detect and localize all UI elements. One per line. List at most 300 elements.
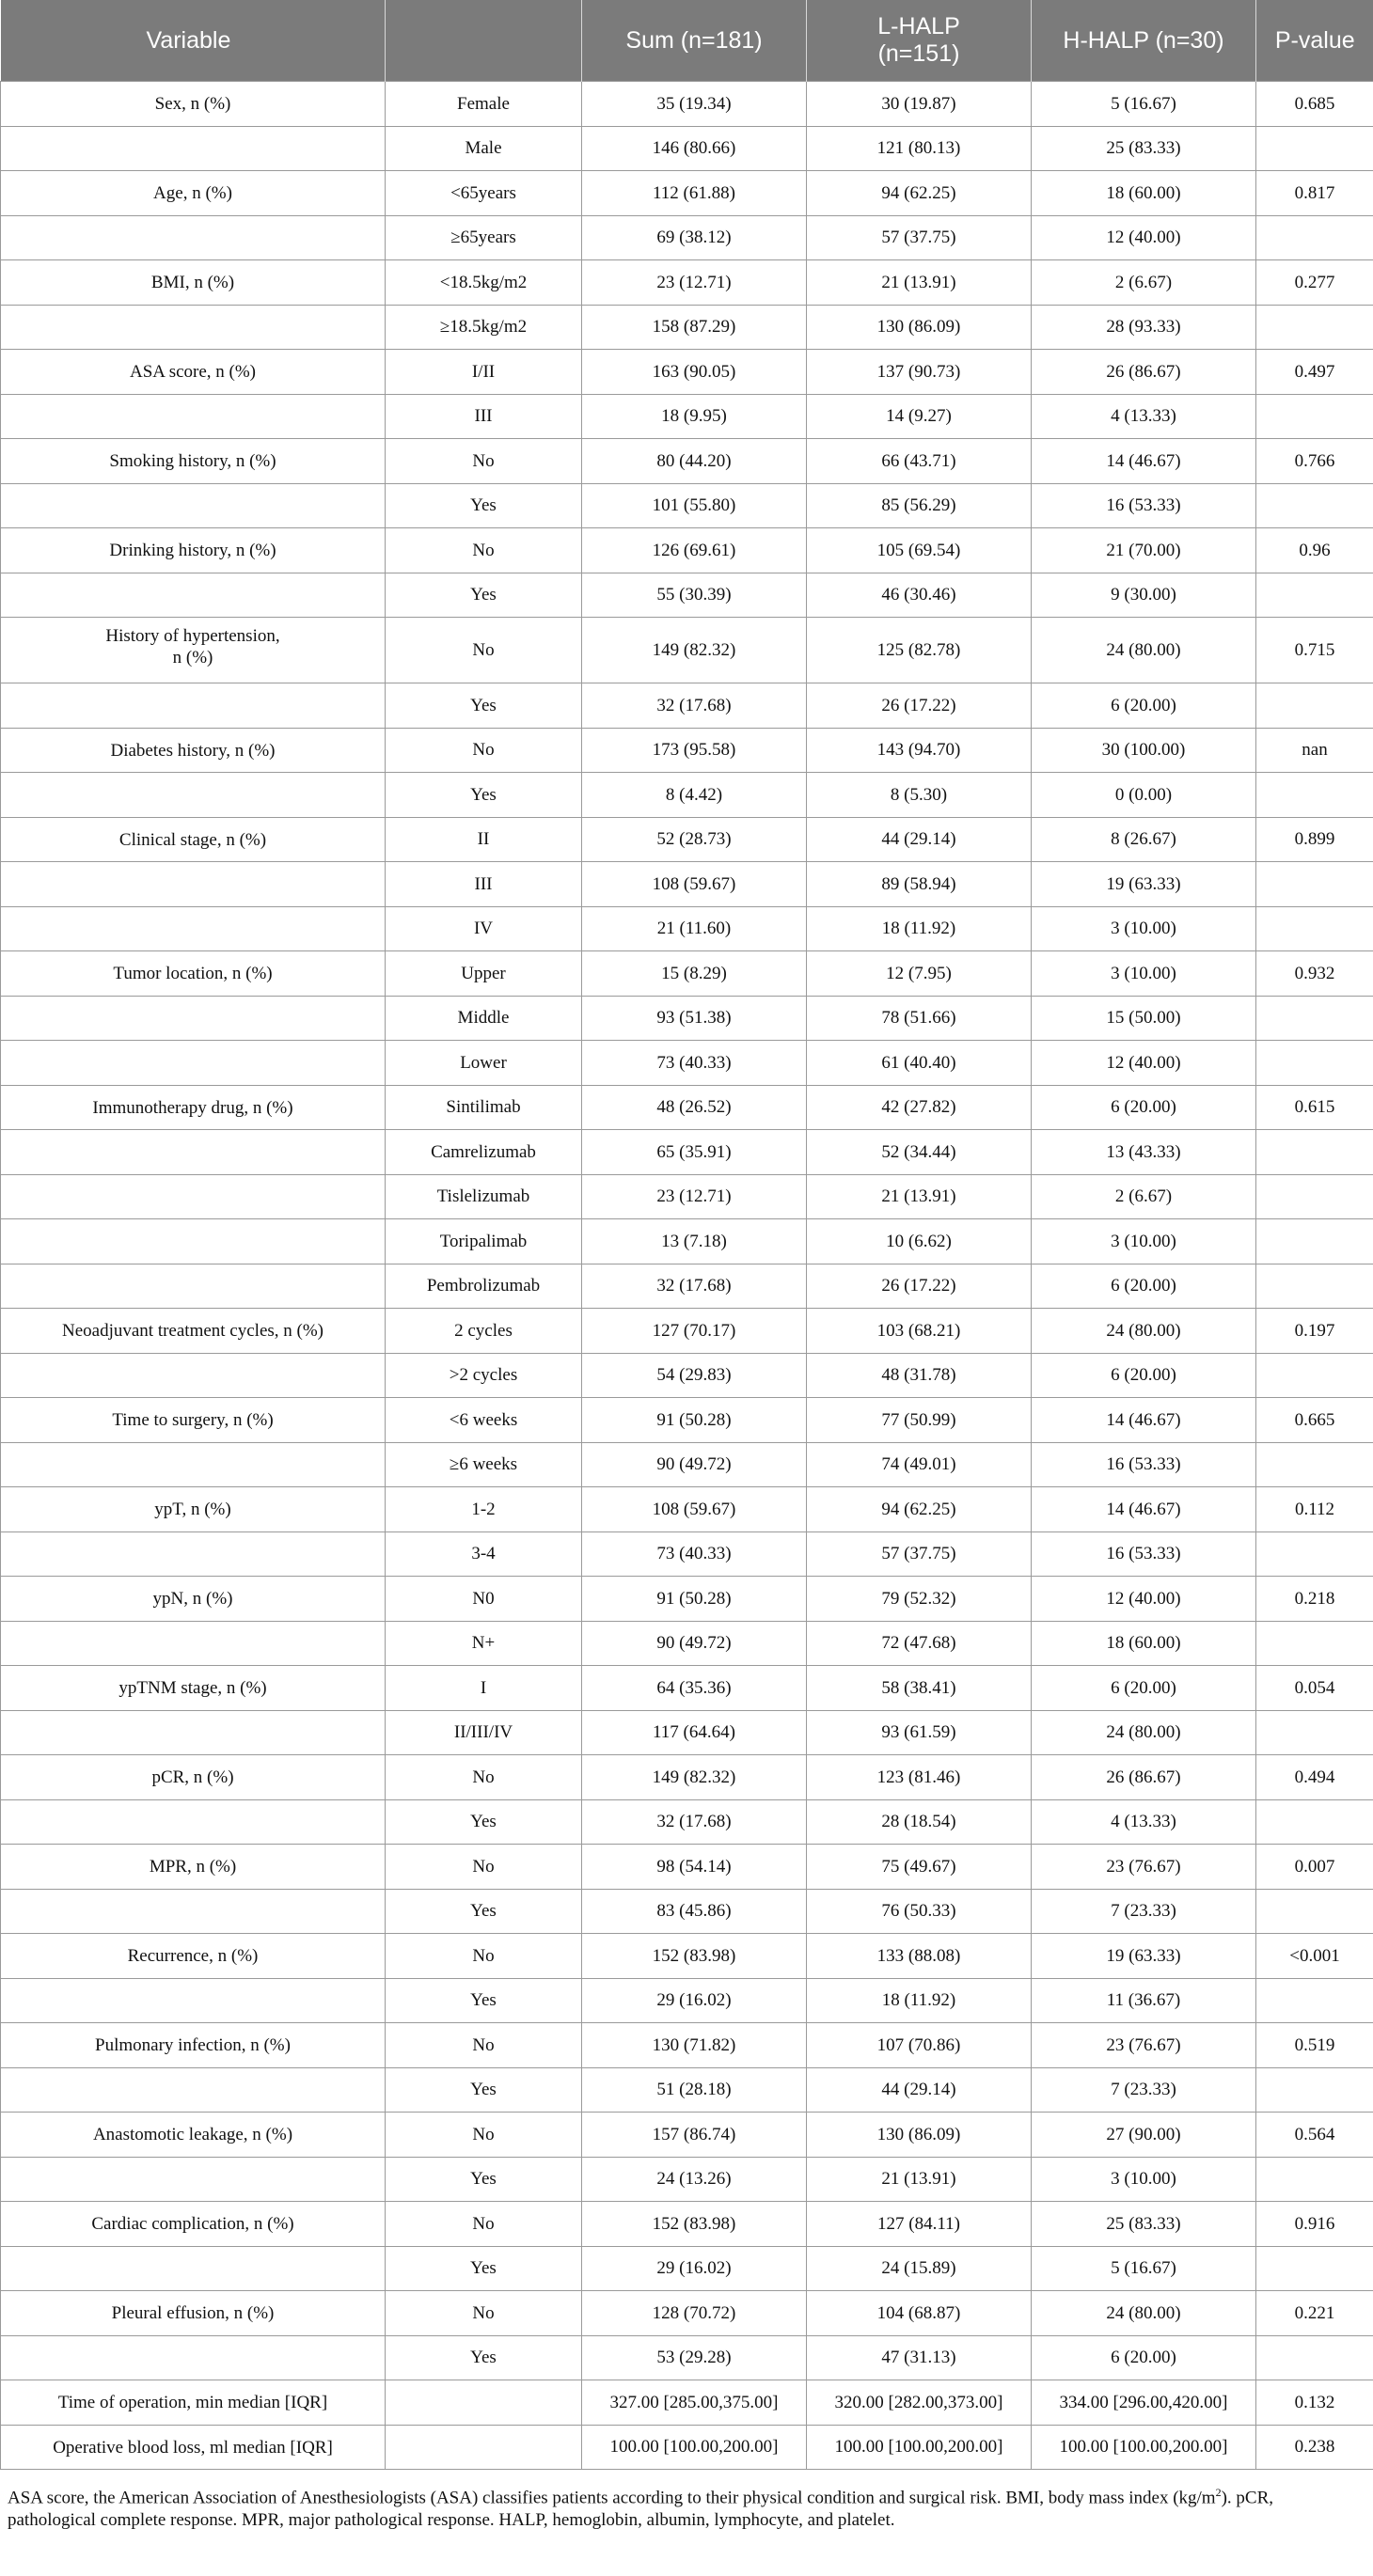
p-value-cell: 0.665 [1256, 1398, 1373, 1443]
table-row [1, 618, 1373, 683]
footnote-text-1: ASA score, the American Association of Anesthesiologists (ASA) classifies patients according to their physical condition and surgical risk. BMI, body mass index (kg/m [8, 2488, 1216, 2508]
sum-cell: 127 (70.17) [582, 1309, 807, 1354]
category-cell: III [386, 394, 582, 439]
variable-cell [1, 1799, 386, 1845]
variable-cell: ypTNM stage, n (%) [1, 1666, 386, 1711]
l-halp-cell: 57 (37.75) [807, 1531, 1032, 1577]
h-halp-cell: 6 (20.00) [1032, 1085, 1256, 1130]
l-halp-cell: 78 (51.66) [807, 996, 1032, 1041]
l-halp-cell: 79 (52.32) [807, 1577, 1032, 1622]
p-value-cell: 0.96 [1256, 528, 1373, 573]
variable-cell [1, 1041, 386, 1086]
variable-cell: Anastomotic leakage, n (%) [1, 2113, 386, 2158]
variable-cell: Time to surgery, n (%) [1, 1398, 386, 1443]
sum-cell: 65 (35.91) [582, 1130, 807, 1175]
table-body [1, 82, 1373, 2470]
h-halp-cell: 6 (20.00) [1032, 1264, 1256, 1309]
table-row [1, 2246, 1373, 2291]
p-value-cell [1256, 1889, 1373, 1934]
category-cell: Yes [386, 2246, 582, 2291]
category-cell: Yes [386, 1978, 582, 2023]
table-row [1, 1264, 1373, 1309]
sum-cell: 69 (38.12) [582, 215, 807, 260]
l-halp-cell: 26 (17.22) [807, 683, 1032, 729]
category-cell: No [386, 2113, 582, 2158]
sum-cell: 108 (59.67) [582, 862, 807, 907]
p-value-cell: 0.817 [1256, 171, 1373, 216]
variable-cell: Immunotherapy drug, n (%) [1, 1085, 386, 1130]
sum-cell: 53 (29.28) [582, 2335, 807, 2380]
table-row [1, 1442, 1373, 1487]
category-cell: II [386, 817, 582, 862]
p-value-cell: 0.715 [1256, 618, 1373, 683]
p-value-cell: 0.497 [1256, 350, 1373, 395]
l-halp-cell: 94 (62.25) [807, 1487, 1032, 1532]
sum-cell: 152 (83.98) [582, 1934, 807, 1979]
l-halp-cell: 130 (86.09) [807, 2113, 1032, 2158]
l-halp-cell: 58 (38.41) [807, 1666, 1032, 1711]
category-cell: N+ [386, 1621, 582, 1666]
footnote-superscript: 2 [1215, 2486, 1222, 2499]
header-row [1, 0, 1373, 82]
h-halp-cell: 26 (86.67) [1032, 1755, 1256, 1800]
sum-cell: 35 (19.34) [582, 82, 807, 127]
l-halp-cell: 143 (94.70) [807, 728, 1032, 773]
h-halp-cell: 16 (53.33) [1032, 1531, 1256, 1577]
p-value-cell [1256, 1041, 1373, 1086]
l-halp-cell: 137 (90.73) [807, 350, 1032, 395]
table-row [1, 951, 1373, 997]
p-value-cell [1256, 573, 1373, 618]
category-cell: Camrelizumab [386, 1130, 582, 1175]
sum-cell: 55 (30.39) [582, 573, 807, 618]
category-cell [386, 2425, 582, 2470]
p-value-cell [1256, 1799, 1373, 1845]
sum-cell: 101 (55.80) [582, 483, 807, 528]
h-halp-cell: 3 (10.00) [1032, 2157, 1256, 2202]
sum-cell: 32 (17.68) [582, 1264, 807, 1309]
l-halp-cell: 18 (11.92) [807, 906, 1032, 951]
sum-cell: 64 (35.36) [582, 1666, 807, 1711]
p-value-cell: 0.238 [1256, 2425, 1373, 2470]
sum-cell: 152 (83.98) [582, 2202, 807, 2247]
p-value-cell: 0.277 [1256, 260, 1373, 306]
category-cell: IV [386, 906, 582, 951]
variable-cell [1, 573, 386, 618]
h-halp-cell: 24 (80.00) [1032, 2291, 1256, 2336]
table-row [1, 1621, 1373, 1666]
table-row [1, 1398, 1373, 1443]
category-cell: N0 [386, 1577, 582, 1622]
variable-cell: Diabetes history, n (%) [1, 728, 386, 773]
variable-cell: Sex, n (%) [1, 82, 386, 127]
sum-cell: 23 (12.71) [582, 1174, 807, 1219]
sum-cell: 21 (11.60) [582, 906, 807, 951]
l-halp-cell: 42 (27.82) [807, 1085, 1032, 1130]
table-row [1, 483, 1373, 528]
h-halp-cell: 19 (63.33) [1032, 1934, 1256, 1979]
sum-cell: 126 (69.61) [582, 528, 807, 573]
table-row [1, 215, 1373, 260]
variable-cell [1, 683, 386, 729]
h-halp-cell: 13 (43.33) [1032, 1130, 1256, 1175]
p-value-cell: 0.218 [1256, 1577, 1373, 1622]
p-value-cell: 0.519 [1256, 2023, 1373, 2068]
h-halp-cell: 6 (20.00) [1032, 1666, 1256, 1711]
p-value-cell [1256, 1531, 1373, 1577]
category-cell: No [386, 1755, 582, 1800]
l-halp-cell: 121 (80.13) [807, 126, 1032, 171]
sum-cell: 83 (45.86) [582, 1889, 807, 1934]
l-halp-cell: 94 (62.25) [807, 171, 1032, 216]
variable-cell [1, 1130, 386, 1175]
table-row [1, 82, 1373, 127]
variable-cell [1, 1442, 386, 1487]
category-cell: Yes [386, 483, 582, 528]
p-value-cell [1256, 1442, 1373, 1487]
table-row [1, 1889, 1373, 1934]
l-halp-cell: 52 (34.44) [807, 1130, 1032, 1175]
h-halp-cell: 12 (40.00) [1032, 1041, 1256, 1086]
category-cell: 1-2 [386, 1487, 582, 1532]
p-value-cell: 0.054 [1256, 1666, 1373, 1711]
sum-cell: 48 (26.52) [582, 1085, 807, 1130]
p-value-cell [1256, 2157, 1373, 2202]
table-row [1, 2202, 1373, 2247]
category-cell: No [386, 1845, 582, 1890]
sum-cell: 108 (59.67) [582, 1487, 807, 1532]
category-cell: Yes [386, 773, 582, 818]
sum-cell: 32 (17.68) [582, 1799, 807, 1845]
variable-cell: BMI, n (%) [1, 260, 386, 306]
sum-cell: 73 (40.33) [582, 1531, 807, 1577]
category-cell: I/II [386, 350, 582, 395]
variable-cell [1, 2335, 386, 2380]
category-cell: Yes [386, 573, 582, 618]
h-halp-cell: 2 (6.67) [1032, 260, 1256, 306]
p-value-cell: 0.916 [1256, 2202, 1373, 2247]
category-cell: Yes [386, 2157, 582, 2202]
h-halp-cell: 24 (80.00) [1032, 618, 1256, 683]
sum-cell: 8 (4.42) [582, 773, 807, 818]
variable-cell [1, 862, 386, 907]
table-row [1, 2380, 1373, 2426]
category-cell: Toripalimab [386, 1219, 582, 1264]
l-halp-cell: 48 (31.78) [807, 1353, 1032, 1398]
l-halp-cell: 103 (68.21) [807, 1309, 1032, 1354]
p-value-cell: nan [1256, 728, 1373, 773]
l-halp-cell: 75 (49.67) [807, 1845, 1032, 1890]
h-halp-cell: 0 (0.00) [1032, 773, 1256, 818]
category-cell: >2 cycles [386, 1353, 582, 1398]
sum-cell: 117 (64.64) [582, 1710, 807, 1755]
variable-cell: ypT, n (%) [1, 1487, 386, 1532]
table-row [1, 2425, 1373, 2470]
p-value-cell: 0.197 [1256, 1309, 1373, 1354]
h-halp-cell: 24 (80.00) [1032, 1309, 1256, 1354]
p-value-cell [1256, 906, 1373, 951]
sum-cell: 112 (61.88) [582, 171, 807, 216]
table-row [1, 1666, 1373, 1711]
l-halp-cell: 61 (40.40) [807, 1041, 1032, 1086]
variable-cell [1, 1710, 386, 1755]
category-cell: Yes [386, 2067, 582, 2113]
sum-cell: 51 (28.18) [582, 2067, 807, 2113]
h-halp-cell: 334.00 [296.00,420.00] [1032, 2380, 1256, 2426]
h-halp-cell: 5 (16.67) [1032, 82, 1256, 127]
l-halp-cell: 76 (50.33) [807, 1889, 1032, 1934]
h-halp-cell: 100.00 [100.00,200.00] [1032, 2425, 1256, 2470]
table-row [1, 171, 1373, 216]
category-cell: III [386, 862, 582, 907]
variable-cell [1, 1978, 386, 2023]
table-row [1, 2113, 1373, 2158]
category-cell: Male [386, 126, 582, 171]
table-row [1, 906, 1373, 951]
table-row [1, 2157, 1373, 2202]
variable-cell: MPR, n (%) [1, 1845, 386, 1890]
header-h-halp: H-HALP (n=30) [1032, 0, 1256, 82]
l-halp-cell: 18 (11.92) [807, 1978, 1032, 2023]
h-halp-cell: 14 (46.67) [1032, 439, 1256, 484]
table-row [1, 1577, 1373, 1622]
p-value-cell: 0.685 [1256, 82, 1373, 127]
variable-cell: Drinking history, n (%) [1, 528, 386, 573]
l-halp-cell: 28 (18.54) [807, 1799, 1032, 1845]
table-row [1, 350, 1373, 395]
l-halp-cell: 21 (13.91) [807, 1174, 1032, 1219]
table-row [1, 862, 1373, 907]
sum-cell: 54 (29.83) [582, 1353, 807, 1398]
category-cell: Yes [386, 2335, 582, 2380]
h-halp-cell: 3 (10.00) [1032, 951, 1256, 997]
variable-cell: ypN, n (%) [1, 1577, 386, 1622]
h-halp-cell: 12 (40.00) [1032, 215, 1256, 260]
h-halp-cell: 14 (46.67) [1032, 1398, 1256, 1443]
sum-cell: 158 (87.29) [582, 305, 807, 350]
category-cell: Yes [386, 1799, 582, 1845]
table-footnote [0, 2470, 1369, 2532]
l-halp-cell: 77 (50.99) [807, 1398, 1032, 1443]
l-halp-cell: 12 (7.95) [807, 951, 1032, 997]
l-halp-cell: 8 (5.30) [807, 773, 1032, 818]
p-value-cell: 0.112 [1256, 1487, 1373, 1532]
table-row [1, 1531, 1373, 1577]
sum-cell: 327.00 [285.00,375.00] [582, 2380, 807, 2426]
category-cell: No [386, 1934, 582, 1979]
table-row [1, 683, 1373, 729]
sum-cell: 91 (50.28) [582, 1577, 807, 1622]
category-cell: No [386, 2023, 582, 2068]
p-value-cell [1256, 1621, 1373, 1666]
table-row [1, 305, 1373, 350]
sum-cell: 73 (40.33) [582, 1041, 807, 1086]
category-cell: Yes [386, 1889, 582, 1934]
category-cell: ≥65years [386, 215, 582, 260]
table-row [1, 528, 1373, 573]
sum-cell: 128 (70.72) [582, 2291, 807, 2336]
l-halp-cell: 123 (81.46) [807, 1755, 1032, 1800]
table-row [1, 1130, 1373, 1175]
header-p-value: P-value [1256, 0, 1373, 82]
variable-cell: Neoadjuvant treatment cycles, n (%) [1, 1309, 386, 1354]
table-row [1, 1041, 1373, 1086]
h-halp-cell: 11 (36.67) [1032, 1978, 1256, 2023]
table-row [1, 1309, 1373, 1354]
variable-cell: pCR, n (%) [1, 1755, 386, 1800]
sum-cell: 23 (12.71) [582, 260, 807, 306]
category-cell: <18.5kg/m2 [386, 260, 582, 306]
h-halp-cell: 28 (93.33) [1032, 305, 1256, 350]
l-halp-cell: 44 (29.14) [807, 817, 1032, 862]
p-value-cell: 0.766 [1256, 439, 1373, 484]
sum-cell: 149 (82.32) [582, 1755, 807, 1800]
p-value-cell [1256, 1174, 1373, 1219]
h-halp-cell: 7 (23.33) [1032, 1889, 1256, 1934]
l-halp-cell: 47 (31.13) [807, 2335, 1032, 2380]
sum-cell: 157 (86.74) [582, 2113, 807, 2158]
sum-cell: 100.00 [100.00,200.00] [582, 2425, 807, 2470]
category-cell: No [386, 528, 582, 573]
table-row [1, 439, 1373, 484]
h-halp-cell: 27 (90.00) [1032, 2113, 1256, 2158]
h-halp-cell: 26 (86.67) [1032, 350, 1256, 395]
h-halp-cell: 16 (53.33) [1032, 1442, 1256, 1487]
table-row [1, 1085, 1373, 1130]
p-value-cell: 0.221 [1256, 2291, 1373, 2336]
sum-cell: 29 (16.02) [582, 2246, 807, 2291]
table-row [1, 1487, 1373, 1532]
sum-cell: 91 (50.28) [582, 1398, 807, 1443]
header-variable: Variable [1, 0, 386, 82]
p-value-cell [1256, 1264, 1373, 1309]
category-cell: ≥6 weeks [386, 1442, 582, 1487]
variable-cell [1, 394, 386, 439]
variable-cell [1, 2157, 386, 2202]
variable-cell [1, 906, 386, 951]
variable-cell [1, 773, 386, 818]
sum-cell: 18 (9.95) [582, 394, 807, 439]
p-value-cell: <0.001 [1256, 1934, 1373, 1979]
sum-cell: 90 (49.72) [582, 1621, 807, 1666]
h-halp-cell: 9 (30.00) [1032, 573, 1256, 618]
variable-cell [1, 1174, 386, 1219]
variable-cell [1, 1264, 386, 1309]
table-row [1, 2335, 1373, 2380]
category-cell: <65years [386, 171, 582, 216]
category-cell: II/III/IV [386, 1710, 582, 1755]
category-cell: <6 weeks [386, 1398, 582, 1443]
sum-cell: 173 (95.58) [582, 728, 807, 773]
h-halp-cell: 8 (26.67) [1032, 817, 1256, 862]
p-value-cell [1256, 996, 1373, 1041]
variable-cell [1, 1353, 386, 1398]
l-halp-cell: 26 (17.22) [807, 1264, 1032, 1309]
l-halp-cell: 46 (30.46) [807, 573, 1032, 618]
variable-cell [1, 996, 386, 1041]
variable-cell: ASA score, n (%) [1, 350, 386, 395]
sum-cell: 13 (7.18) [582, 1219, 807, 1264]
variable-cell: Clinical stage, n (%) [1, 817, 386, 862]
table-row [1, 1799, 1373, 1845]
h-halp-cell: 21 (70.00) [1032, 528, 1256, 573]
h-halp-cell: 2 (6.67) [1032, 1174, 1256, 1219]
variable-cell [1, 215, 386, 260]
category-cell: Tislelizumab [386, 1174, 582, 1219]
variable-cell: Cardiac complication, n (%) [1, 2202, 386, 2247]
table-row [1, 728, 1373, 773]
l-halp-cell: 66 (43.71) [807, 439, 1032, 484]
p-value-cell: 0.899 [1256, 817, 1373, 862]
header-category [386, 0, 582, 82]
variable-cell [1, 1531, 386, 1577]
p-value-cell [1256, 1710, 1373, 1755]
table-row [1, 1978, 1373, 2023]
l-halp-cell: 72 (47.68) [807, 1621, 1032, 1666]
category-cell: No [386, 728, 582, 773]
variable-cell: Time of operation, min median [IQR] [1, 2380, 386, 2426]
l-halp-cell: 44 (29.14) [807, 2067, 1032, 2113]
table-row [1, 260, 1373, 306]
h-halp-cell: 3 (10.00) [1032, 906, 1256, 951]
table-row [1, 1755, 1373, 1800]
p-value-cell [1256, 773, 1373, 818]
category-cell: Middle [386, 996, 582, 1041]
category-cell: No [386, 618, 582, 683]
p-value-cell: 0.932 [1256, 951, 1373, 997]
sum-cell: 93 (51.38) [582, 996, 807, 1041]
p-value-cell [1256, 2335, 1373, 2380]
table-row [1, 2067, 1373, 2113]
footnote-text-2: ). pCR, pathological complete response. MPR, major pathological response. HALP, hemoglobin, albumin, lymphocyte, and platelet. [8, 2488, 1274, 2531]
h-halp-cell: 3 (10.00) [1032, 1219, 1256, 1264]
h-halp-cell: 6 (20.00) [1032, 683, 1256, 729]
table-row [1, 1845, 1373, 1890]
l-halp-cell: 93 (61.59) [807, 1710, 1032, 1755]
h-halp-cell: 15 (50.00) [1032, 996, 1256, 1041]
table-row [1, 2291, 1373, 2336]
l-halp-cell: 14 (9.27) [807, 394, 1032, 439]
p-value-cell [1256, 862, 1373, 907]
category-cell: Lower [386, 1041, 582, 1086]
sum-cell: 80 (44.20) [582, 439, 807, 484]
p-value-cell [1256, 215, 1373, 260]
variable-cell: Pleural effusion, n (%) [1, 2291, 386, 2336]
h-halp-cell: 4 (13.33) [1032, 394, 1256, 439]
h-halp-cell: 4 (13.33) [1032, 1799, 1256, 1845]
h-halp-cell: 23 (76.67) [1032, 2023, 1256, 2068]
h-halp-cell: 19 (63.33) [1032, 862, 1256, 907]
h-halp-cell: 30 (100.00) [1032, 728, 1256, 773]
category-cell: No [386, 439, 582, 484]
l-halp-cell: 104 (68.87) [807, 2291, 1032, 2336]
p-value-cell [1256, 483, 1373, 528]
p-value-cell [1256, 1130, 1373, 1175]
sum-cell: 98 (54.14) [582, 1845, 807, 1890]
table-row [1, 1219, 1373, 1264]
l-halp-cell: 320.00 [282.00,373.00] [807, 2380, 1032, 2426]
sum-cell: 163 (90.05) [582, 350, 807, 395]
sum-cell: 29 (16.02) [582, 1978, 807, 2023]
variable-cell [1, 1889, 386, 1934]
category-cell: Yes [386, 683, 582, 729]
l-halp-cell: 107 (70.86) [807, 2023, 1032, 2068]
l-halp-cell: 30 (19.87) [807, 82, 1032, 127]
table-row [1, 996, 1373, 1041]
p-value-cell [1256, 394, 1373, 439]
sum-cell: 149 (82.32) [582, 618, 807, 683]
p-value-cell [1256, 1353, 1373, 1398]
